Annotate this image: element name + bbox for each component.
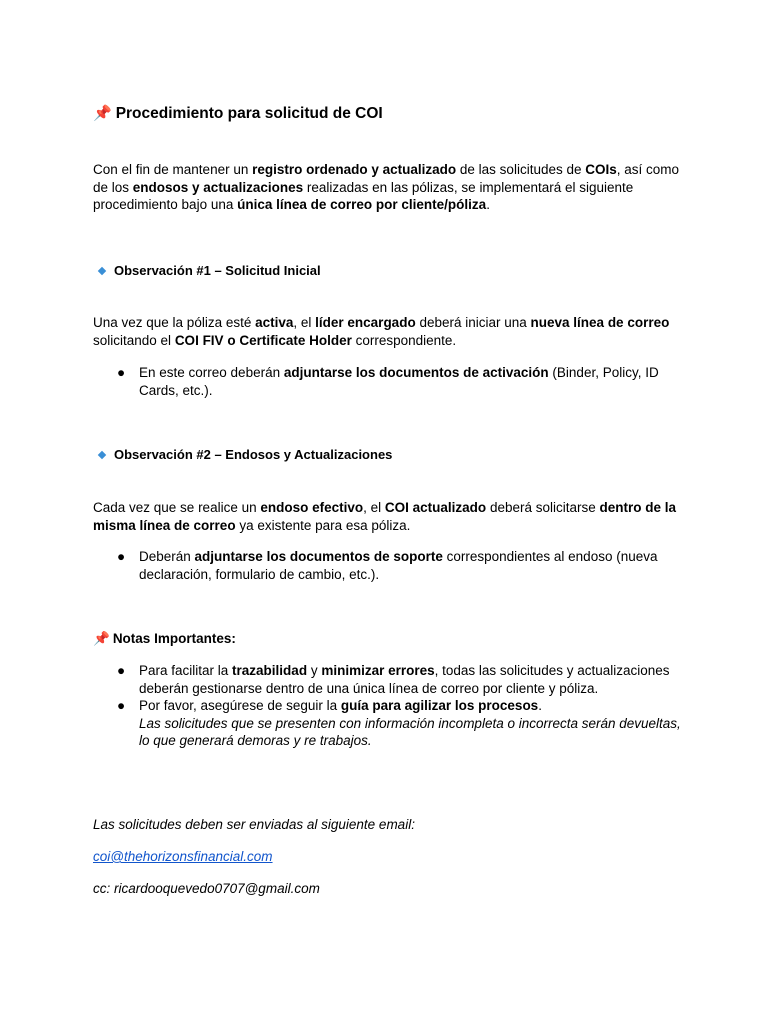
observation-2-paragraph: [93, 499, 683, 534]
bold-text: COI actualizado: [384, 500, 487, 515]
bold-text: endoso efectivo: [260, 500, 364, 515]
title-text: Procedimiento para solicitud de COI: [115, 105, 383, 122]
bold-text: COI FIV o Certificate Holder: [174, 332, 352, 348]
small-blue-diamond-icon: [98, 267, 106, 275]
email-link[interactable]: coi@thehorizonsfinancial.com: [93, 849, 273, 864]
text: .: [486, 197, 490, 212]
text: (Binder, Policy, ID Cards, etc.).: [139, 365, 659, 398]
intro-paragraph: [93, 161, 683, 214]
heading-text: Notas Importantes:: [112, 631, 236, 646]
text: Para facilitar la: [139, 663, 233, 678]
bold-text: dentro de la misma línea de correo: [93, 500, 677, 533]
list-item: [93, 548, 683, 583]
cc-line: cc: ricardooquevedo0707@gmail.com: [93, 881, 320, 896]
bullet-icon: ●: [117, 698, 126, 713]
observation-1-paragraph: [93, 314, 683, 349]
text: ya existente para esa póliza.: [235, 517, 411, 533]
text: , así como de los: [93, 162, 680, 195]
bullet-icon: ●: [117, 549, 126, 564]
observation-1-list: [93, 364, 683, 399]
small-blue-diamond-icon: [98, 451, 106, 459]
bullet-icon: ●: [117, 663, 126, 678]
list-item: [93, 662, 683, 697]
heading-text: Observación #2 – Endosos y Actualizaciones: [114, 447, 393, 462]
text: realizadas en las pólizas, se implementará el siguiente procedimiento bajo una: [93, 179, 634, 212]
bullet-icon: ●: [117, 365, 126, 380]
bold-text: adjuntarse los documentos de activación: [283, 365, 549, 380]
heading-text: Observación #1 – Solicitud Inicial: [114, 263, 321, 278]
observation-1-heading: [96, 262, 321, 280]
notes-list: [93, 662, 683, 750]
notes-heading: [93, 630, 236, 648]
text: y: [307, 663, 322, 678]
bold-text: endosos y actualizaciones: [132, 179, 304, 195]
bold-text: única línea de correo por cliente/póliza: [237, 197, 487, 212]
list-item: [93, 697, 683, 750]
send-instructions: Las solicitudes deben ser enviadas al siguiente email:: [93, 817, 415, 832]
pushpin-icon: 📌: [93, 105, 112, 122]
list-item: [93, 364, 683, 399]
email-line: [93, 848, 683, 866]
text: En este correo deberán: [139, 365, 284, 380]
bold-text: líder encargado: [315, 315, 416, 330]
text: Deberán: [139, 549, 195, 564]
bold-text: registro ordenado y actualizado: [252, 162, 457, 177]
text: , todas las solicitudes y actualizaciones deberán gestionarse dentro de una única línea de correo por cliente y póliza.: [139, 663, 670, 696]
page-title: [93, 104, 383, 124]
bold-text: guía para agilizar los procesos: [340, 698, 539, 713]
text: , el: [293, 315, 316, 330]
text: Cada vez que se realice un: [93, 500, 261, 515]
bold-text: minimizar errores: [321, 663, 435, 678]
text: deberá solicitarse: [486, 500, 600, 515]
bold-text: COIs: [585, 162, 617, 177]
text: solicitando el: [93, 332, 175, 348]
bold-text: trazabilidad: [232, 663, 308, 678]
text: , el: [363, 500, 385, 515]
pushpin-icon: 📌: [93, 631, 110, 646]
text: correspondientes al endoso (nueva declaración, formulario de cambio, etc.).: [139, 549, 658, 582]
text: Con el fin de mantener un: [93, 162, 253, 177]
text: correspondiente.: [351, 332, 457, 348]
text: Una vez que la póliza esté: [93, 315, 256, 330]
text: de las solicitudes de: [456, 162, 586, 177]
text: deberá iniciar una: [415, 315, 531, 330]
observation-2-heading: [96, 446, 392, 464]
text: .: [538, 698, 542, 713]
italic-note: Las solicitudes que se presenten con información incompleta o incorrecta serán devueltas, lo que generará demoras y re trabajos.: [139, 715, 681, 748]
bold-text: nueva línea de correo: [530, 315, 670, 330]
text: Por favor, asegúrese de seguir la: [139, 698, 341, 713]
bold-text: activa: [255, 315, 294, 330]
observation-2-list: [93, 548, 683, 583]
bold-text: adjuntarse los documentos de soporte: [194, 549, 443, 564]
